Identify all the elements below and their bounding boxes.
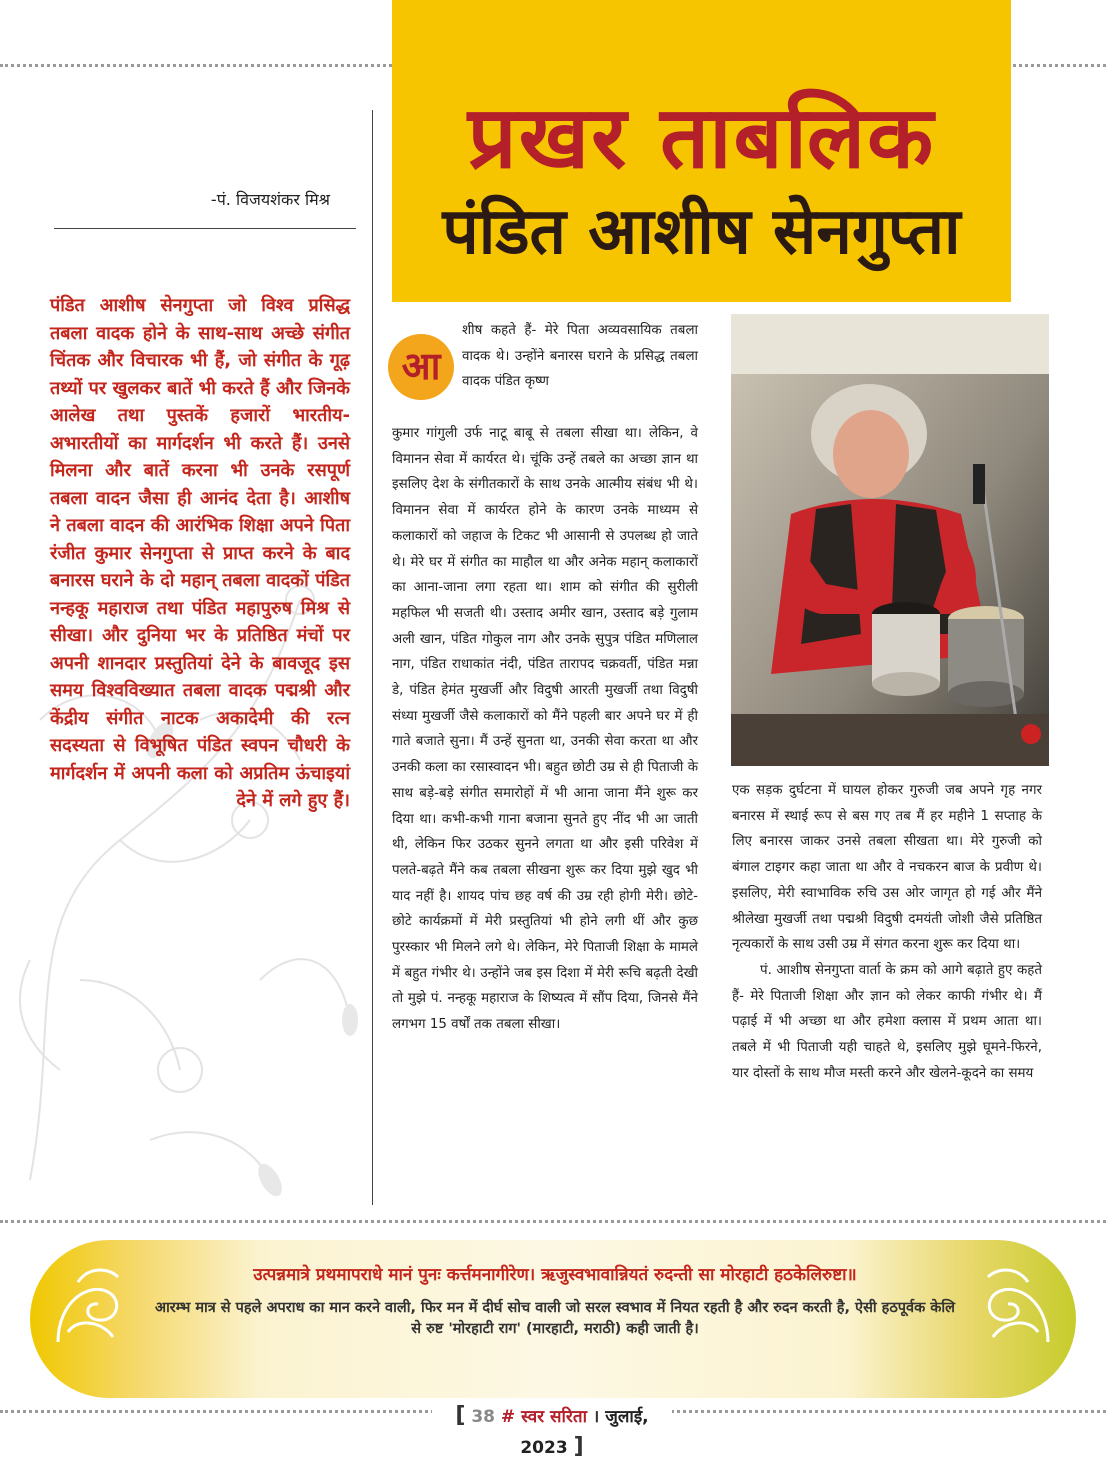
footer-pipe: ।: [592, 1407, 600, 1427]
middle-dotted-rule: [0, 1220, 1106, 1223]
issue-date: जुलाई, 2023: [520, 1407, 649, 1458]
tabla-performer-photo: [731, 314, 1049, 766]
paisley-swirl-icon: [978, 1262, 1058, 1352]
drop-cap: आ: [388, 334, 454, 400]
byline-divider: [54, 228, 356, 229]
verse-translation: आरम्भ मात्र से पहले अपराध का मान करने वाली, फिर मन में दीर्घ सोच वाली जो सरल स्वभाव में नियत रहती है और रुदन करती है, ऐसी हठपूर्वक केलि से रुष्ट 'मोरहाटी राग' (मारहाटी, मराठी) कही जाती है।: [154, 1300, 956, 1337]
article-col2-paragraph-1: एक सड़क दुर्घटना में घायल होकर गुरुजी जब अपने गृह नगर बनारस में स्थाई रूप से बस गए तब मैं हर महीने 1 सप्ताह के लिए बनारस जाकर उनसे तबला सीखता था। मेरे गुरुजी को बंगाल टाइगर कहा जाता था और वे नचकरन बाज के प्रवीण थे। इसलिए, मेरी स्वाभाविक रुचि उस ओर जागृत हो गई और मैंने श्रीलेखा मुखर्जी तथा पद्मश्री विदुषी दमयंती जोशी जैसे प्रतिष्ठित नृत्यकारों के साथ उसी उम्र में संगत करना शुरू कर दिया था।: [732, 783, 1042, 953]
page-footer: [432, 1401, 672, 1459]
magazine-name: स्वर सरिता: [521, 1407, 587, 1427]
sanskrit-verse: उत्पन्नमात्रे प्रथमापराधे मानं पुनः कर्त्तमनागीरेण। ऋजुस्वभावान्नियतं रुदन्ती सा मोरहाटी हठकेलिरुष्टा॥: [253, 1265, 857, 1285]
footer-separator: #: [500, 1407, 516, 1427]
article-col2-body: [732, 778, 1042, 1086]
title-banner: [392, 0, 1011, 302]
article-subtitle: पंडित आशीष सेनगुप्ता: [442, 195, 961, 269]
article-col1-opening: शीष कहते हैं- मेरे पिता अव्यवसायिक तबला वादक थे। उन्होंने बनारस घराने के प्रसिद्ध तबला वादक पंडित कृष्ण: [462, 323, 698, 390]
column-divider: [372, 110, 373, 1205]
article-col1-body: कुमार गांगुली उर्फ नाटू बाबू से तबला सीखा था। लेकिन, वे विमानन सेवा में कार्यरत थे। चूंकि उन्हें तबले का अच्छा ज्ञान था इसलिए देश के संगीतकारों के साथ उनके आत्मीय संबंध भी थे। विमानन सेवा में कार्यरत होने के कारण उनके माध्यम से कलाकारों को जहाज के टिकट भी आसानी से उपलब्ध हो जाते थे। मेरे घर में संगीत का माहौल था और अनेक महान् कलाकारों का आना-जाना लगा रहता था। शाम को संगीत की सुरीली महफिल भी सजती थी। उस्ताद अमीर खान, उस्ताद बड़े गुलाम अली खान, पंडित गोकुल नाग और उनके सुपुत्र पंडित मणिलाल नाग, पंडित राधाकांत नंदी, पंडित तारापद चक्रवर्ती, पंडित मन्ना डे, पंडित हेमंत मुखर्जी और विदुषी आरती मुखर्जी तथा विदुषी संध्या मुखर्जी जैसे कलाकारों को मैंने पहली बार अपने घर में ही गाते बजाते सुना। मैं उन्हें सुनता था, उनकी सेवा करता था और उनकी कला का रसास्वादन भी। बहुत छोटी उम्र से ही पिताजी के साथ बड़े-बड़े संगीत समारोहों में भी आना जाना मैंने शुरू कर दिया था। कभी-कभी गाना बजाना सुनते हुए नींद भी आ जाती थी, लेकिन फिर उठकर सुनने लगता था और इसी परिवेश में पलते-बढ़ते मैंने कब तबला सीखना शुरू कर दिया मुझे खुद भी याद नहीं है। शायद पांच छह वर्ष की उम्र रही होगी मेरी। छोटे-छोटे कार्यक्रमों में मेरी प्रस्तुतियां भी होने लगी थीं और कुछ पुरस्कार भी मिलने लगे थे। लेकिन, मेरे पिताजी शिक्षा के मामले में बहुत गंभीर थे। उन्होंने जब इस दिशा में मेरी रूचि बढ़ती देखी तो मुझे पं. नन्हकू महाराज के शिष्यत्व में सौंप दिया, जिनसे मैंने लगभग 15 वर्षों तक तबला सीखा।: [392, 426, 698, 1033]
article-title: प्रखर ताबलिक: [467, 88, 936, 188]
footer-bracket-right: ]: [573, 1434, 584, 1459]
footer-bracket-left: [: [455, 1403, 466, 1428]
intro-paragraph: पंडित आशीष सेनगुप्ता जो विश्व प्रसिद्ध तबला वादक होने के साथ-साथ अच्छे संगीत चिंतक और विचारक भी हैं, जो संगीत के गूढ़ तथ्यों पर खुलकर बातें भी करते हैं और जिनके आलेख तथा पुस्तकें हजारों भारतीय-अभारतीयों का मार्गदर्शन भी करते हैं। उनसे मिलना और बातें करना भी उनके रसपूर्ण तबला वादन जैसा ही आनंद देता है। आशीष ने तबला वादन की आरंभिक शिक्षा अपने पिता रंजीत कुमार सेनगुप्ता से प्राप्त करने के बाद बनारस घराने के दो महान् तबला वादकों पंडित नन्हकू महाराज तथा पंडित महापुरुष मिश्र से सीखा। और दुनिया भर के प्रतिष्ठित मंचों पर अपनी शानदार प्रस्तुतियां देने के बावजूद इस समय विश्वविख्यात तबला वादक पद्मश्री और केंद्रीय संगीत नाटक अकादेमी की रत्न सदस्यता से विभूषित पंडित स्वपन चौधरी के मार्गदर्शन में अपनी कला को अप्रतिम ऊंचाइयां देने में लगे हुए हैं।: [50, 295, 350, 811]
page-number: 38: [471, 1407, 495, 1427]
paisley-swirl-icon: [48, 1262, 128, 1352]
article-col2-paragraph-2: पं. आशीष सेनगुप्ता वार्ता के क्रम को आगे बढ़ाते हुए कहते हैं- मेरे पिताजी शिक्षा और ज्ञान को लेकर काफी गंभीर थे। मैं पढ़ाई में भी अच्छा था और हमेशा क्लास में प्रथम आता था। तबले में भी पिताजी यही चाहते थे, इसलिए मुझे घूमने-फिरने, यार दोस्तों के साथ मौज मस्ती करने और खेलने-कूदने का समय: [732, 962, 1042, 1081]
footer-content: [432, 1401, 672, 1463]
author-byline: -पं. विजयशंकर मिश्र: [210, 190, 330, 209]
